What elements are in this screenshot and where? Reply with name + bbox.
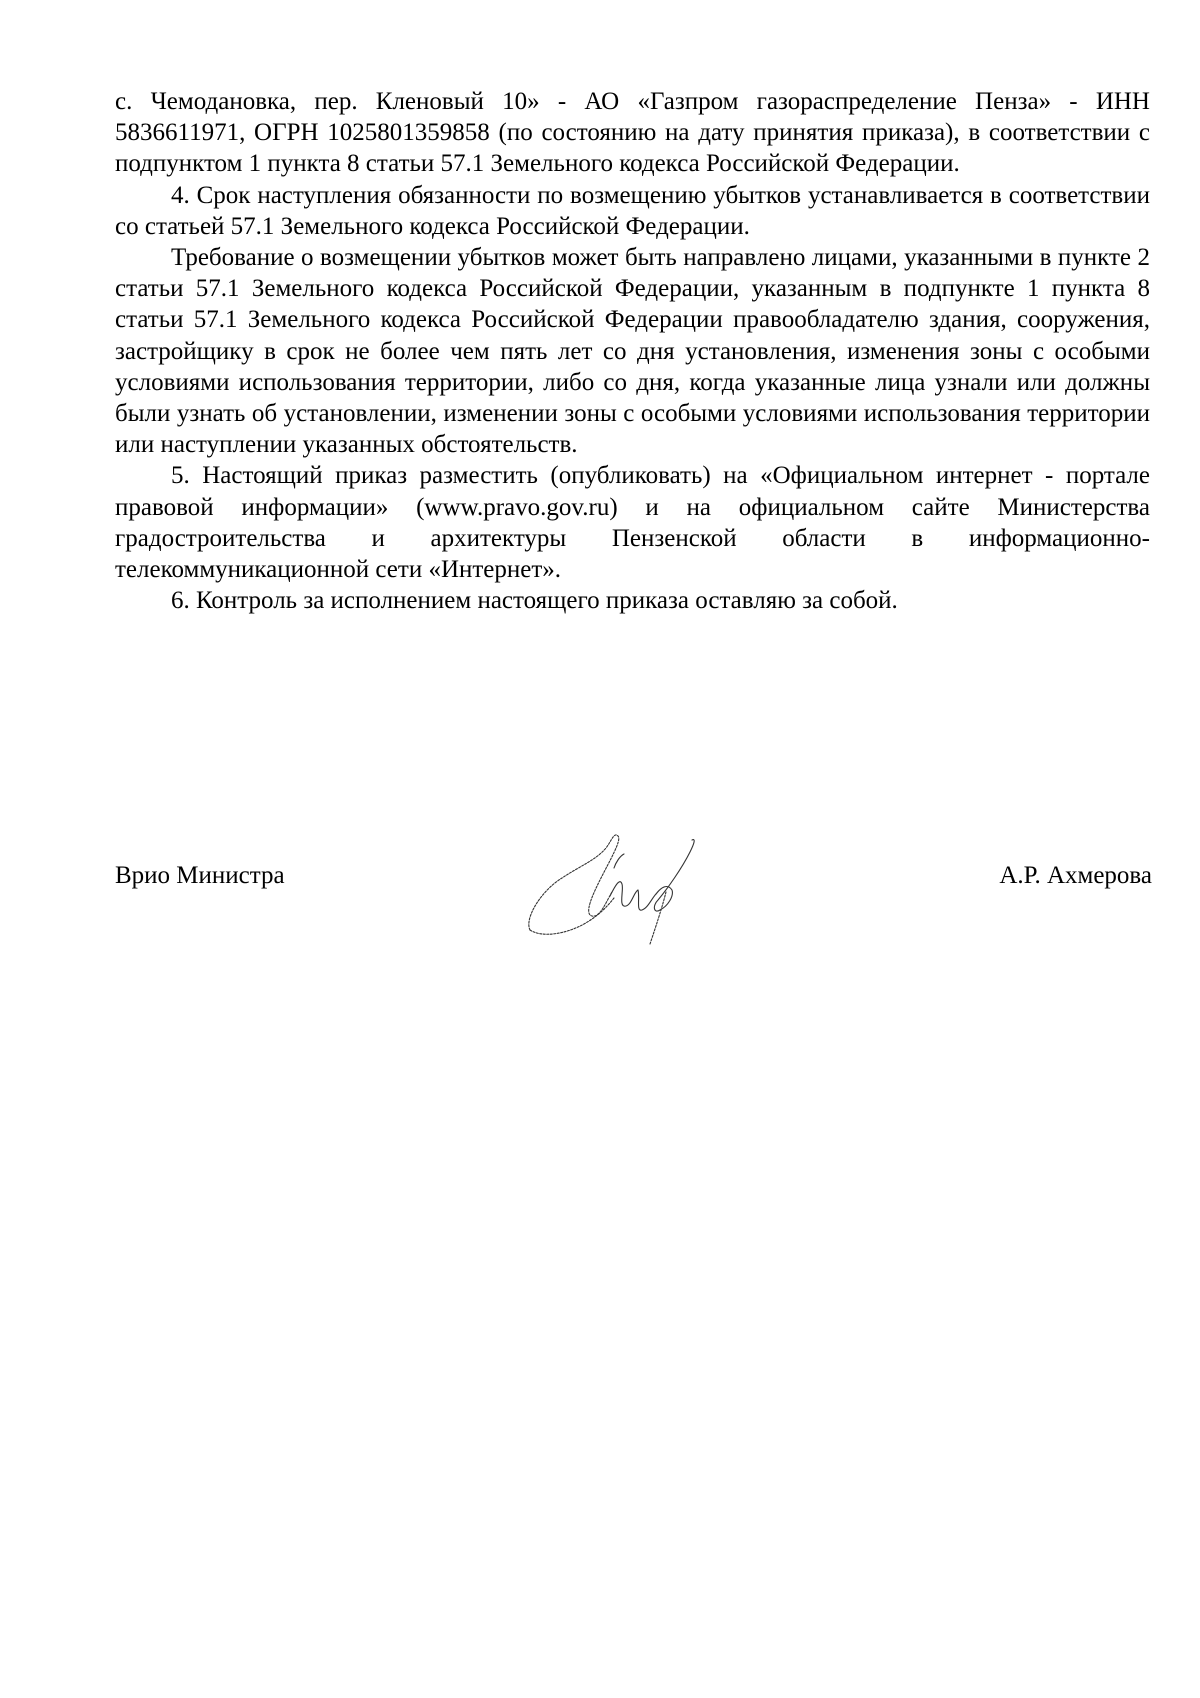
paragraph-address-continuation: с. Чемодановка, пер. Кленовый 10» - АО «Газпром газораспределение Пенза» - ИНН 5836611971, ОГРН 1025801359858 (по состоянию на дату принятия приказа), в соответствии с подпунктом 1 пункта 8 статьи 57.1 Земельного кодекса Российской Федерации. [115, 88, 1150, 178]
paragraph-item-6: 6. Контроль за исполнением настоящего приказа оставляю за собой. [171, 587, 898, 615]
signatory-position: Врио Министра [115, 862, 285, 889]
signatory-name: А.Р. Ахмерова [999, 862, 1152, 889]
paragraph-item-4: 4. Срок наступления обязанности по возмещению убытков устанавливается в соответствии со статьей 57.1 Земельного кодекса Российской Федерации. [115, 181, 1150, 240]
paragraph-item-5: 5. Настоящий приказ разместить (опубликовать) на «Официальном интернет - портале правовой информации» (www.pravo.gov.ru) и на официальном сайте Министерства градостроительства и архитектуры Пензенской области в информационно-телекоммуникационной сети «Интернет». [115, 462, 1150, 584]
document-body [115, 86, 1150, 616]
handwritten-signature [522, 818, 702, 948]
paragraph-compensation-claim: Требование о возмещении убытков может быть направлено лицами, указанными в пункте 2 статьи 57.1 Земельного кодекса Российской Федерации, указанным в подпункте 1 пункта 8 статьи 57.1 Земельного кодекса Российской Федерации правообладателю здания, сооружения, застройщику в срок не более чем пять лет со дня установления, изменения зоны с особыми условиями использования территории, либо со дня, когда указанные лица узнали или должны были узнать об установлении, изменении зоны с особыми условиями использования территории или наступлении указанных обстоятельств. [115, 244, 1150, 459]
